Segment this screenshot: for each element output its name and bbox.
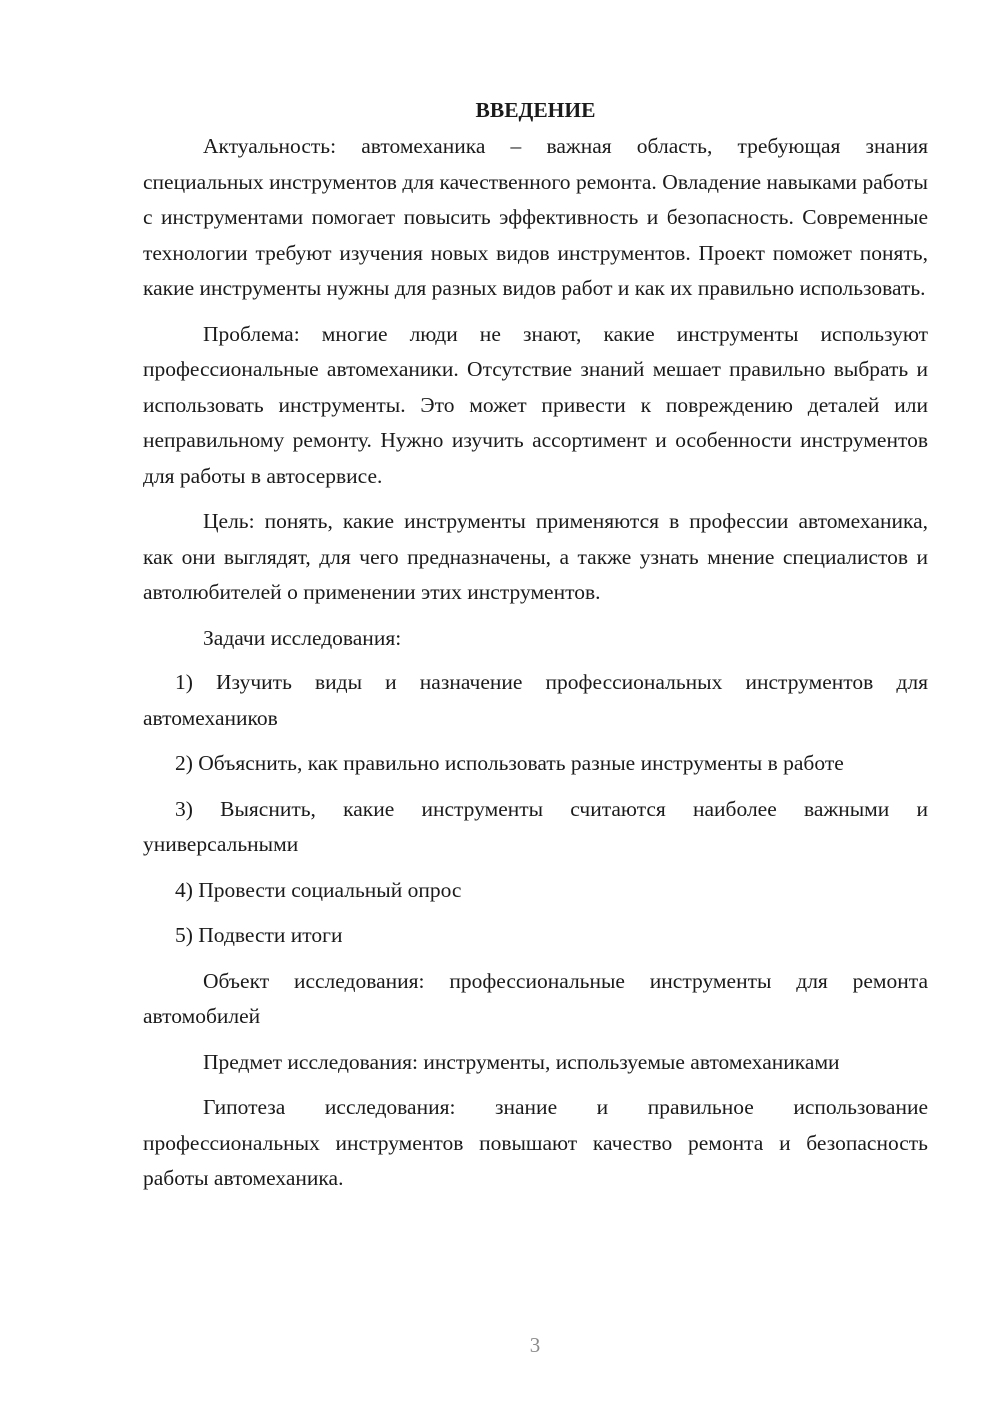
task-item-5: 5) Подвести итоги <box>175 923 343 947</box>
task-item-3: 3) Выяснить, какие инструменты считаются наиболее важными и универсальными <box>143 796 928 856</box>
task-item-2: 2) Объяснить, как правильно использовать разные инструменты в работе <box>175 751 844 775</box>
goal-paragraph: Цель: понять, какие инструменты применяются в профессии автомеханика, как они выглядят, для чего предназначены, а также узнать мнение специалистов и автолюбителей о применении этих инструментов. <box>143 509 928 604</box>
relevance-paragraph: Актуальность: автомеханика – важная область, требующая знания специальных инструментов для качественного ремонта. Овладение навыками работы с инструментами помогает повысить эффективность и безопасность. Современные технологии требуют изучения новых видов инструментов. Проект поможет понять, какие инструменты нужны для разных видов работ и как их правильно использовать. <box>143 134 928 300</box>
document-page <box>143 92 928 1207</box>
subject-paragraph: Предмет исследования: инструменты, используемые автомеханиками <box>203 1049 840 1074</box>
document-title: ВВЕДЕНИЕ <box>475 98 596 122</box>
task-item-1: 1) Изучить виды и назначение профессиональных инструментов для автомехаников <box>143 670 928 730</box>
object-paragraph: Объект исследования: профессиональные инструменты для ремонта автомобилей <box>143 968 928 1028</box>
hypothesis-paragraph: Гипотеза исследования: знание и правильное использование профессиональных инструментов повышают качество ремонта и безопасность работы автомеханика. <box>143 1095 928 1190</box>
page-number: 3 <box>529 1333 541 1357</box>
task-item-4: 4) Провести социальный опрос <box>175 877 462 902</box>
problem-paragraph: Проблема: многие люди не знают, какие инструменты используют профессиональные автомеханики. Отсутствие знаний мешает правильно выбрать и использовать инструменты. Это может привести к повреждению деталей или неправильному ремонту. Нужно изучить ассортимент и особенности инструментов для работы в автосервисе. <box>143 321 928 488</box>
tasks-list <box>143 665 928 954</box>
tasks-heading: Задачи исследования: <box>203 625 402 650</box>
